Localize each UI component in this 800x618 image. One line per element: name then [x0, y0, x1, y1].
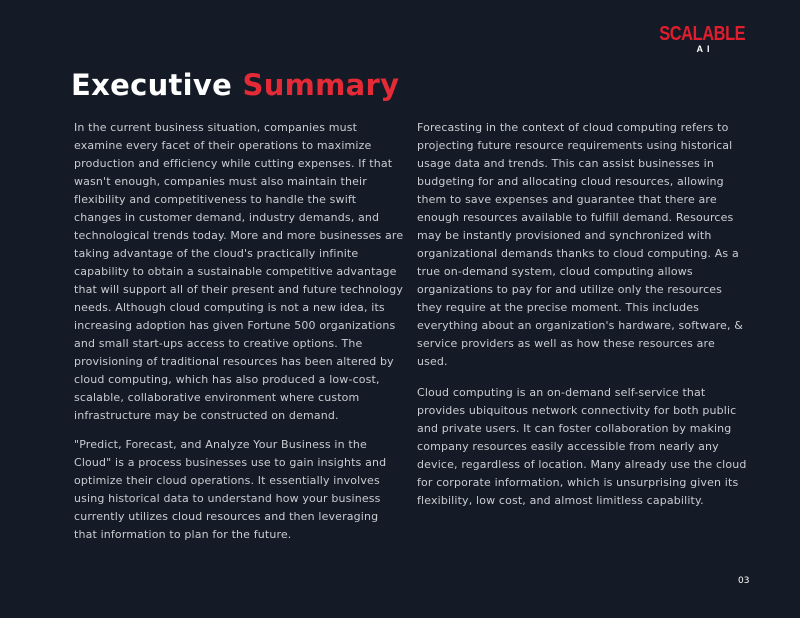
left-paragraph-1: In the current business situation, companies must examine every facet of their operations to maximize production and efficiency while cutting expenses. If that wasn't enough, companies must also maintain their flexibility and competitiveness to handle the swift changes in customer demand, industry demands, and technological trends today. More and more businesses are taking advantage of the cloud's practically infinite capability to obtain a sustainable competitive advantage that will support all of their present and future technology needs. Although cloud computing is not a new idea, its increasing adoption has given Fortune 500 organizations and small start-ups access to creative options. The provisioning of traditional resources has been altered by cloud computing, which has also produced a low-cost, scalable, collaborative environment where custom infrastructure may be constructed on demand. — [74, 121, 404, 422]
page-title — [71, 66, 399, 104]
right-paragraph-1: Forecasting in the context of cloud computing refers to projecting future resource requirements using historical usage data and trends. This can assist businesses in budgeting for and allocating cloud resources, allowing them to save expenses and guarantee that there are enough resources available to fulfill demand. Resources may be instantly provisioned and synchronized with organizational demands thanks to cloud computing. As a true on-demand system, cloud computing allows organizations to pay for and utilize only the resources they require at the precise moment. This includes everything about an organization's hardware, software, & service providers as well as how these resources are used. — [417, 121, 743, 368]
right-paragraph-2: Cloud computing is an on-demand self-service that provides ubiquitous network connectivity for both public and private users. It can foster collaboration by making company resources easily accessible from nearly any device, regardless of location. Many already use the cloud for corporate information, which is unsurprising given its flexibility, low cost, and almost limitless capability. — [417, 386, 747, 507]
left-column — [74, 119, 404, 544]
logo-wordmark: SCALABLE — [659, 23, 746, 45]
brand-logo — [652, 23, 746, 54]
title-word-summary: Summary — [242, 68, 400, 102]
title-word-executive: Executive — [71, 68, 233, 102]
page-number: 03 — [738, 576, 750, 586]
left-paragraph-2: "Predict, Forecast, and Analyze Your Business in the Cloud" is a process businesses use to gain insights and optimize their cloud operations. It essentially involves using historical data to understand how your business currently utilizes cloud resources and then leveraging that information to plan for the future. — [74, 438, 387, 541]
logo-subtext: AI — [696, 44, 714, 54]
right-column — [417, 119, 747, 510]
